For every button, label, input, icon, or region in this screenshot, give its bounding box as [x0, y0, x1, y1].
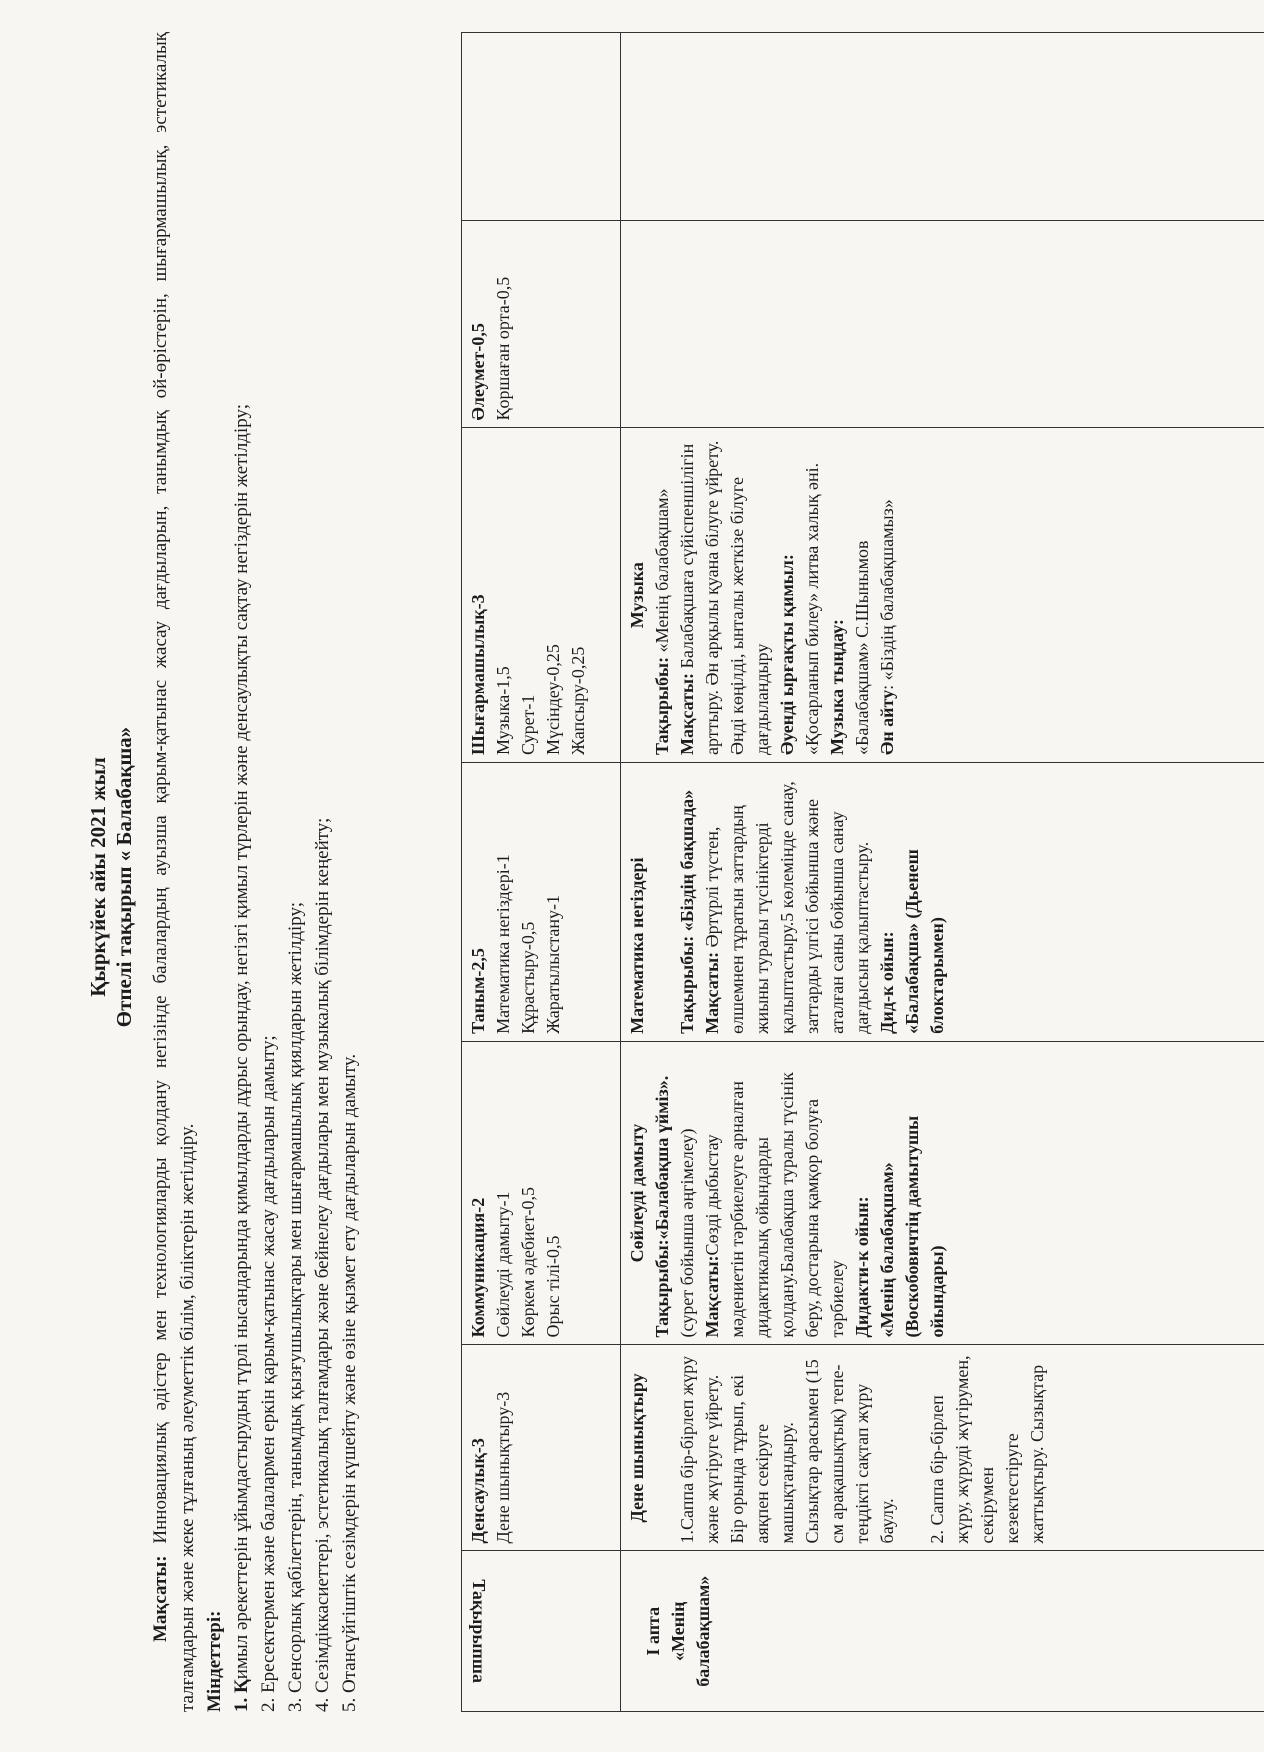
intro-section — [147, 32, 363, 1722]
table-header-row — [462, 33, 621, 1712]
week-cell: I апта «Менің балабақшам» — [621, 1551, 1264, 1712]
tasks-label: Міндеттері: — [204, 1610, 225, 1712]
aim-text: Инновациялық әдістер мен технологияларды қолдану негізінде балалардың ауызша қарым-қатынас жасау дағдыларын, танымдық ой-өрістерін, шығармашылық, эстетикалық талғамдарын және жеке тұлғаның әлеуметтік білім, біліктерін жетілдіру. — [150, 32, 198, 1712]
math-cell: Математика негіздері Тақырыбы: «Біздің бақшада» Мақсаты: Әртүрлі түстен, өлшемнен тұратын заттардың жиыны туралы түсініктерді қалыптастыру.5 көлемінде санау, заттарды үлгісі бойынша және аталған саны бойынша санау дағдысын қалыптастыру. Дид-к ойын: «Балабақша» (Дьенеш блоктарымен) — [621, 762, 1264, 1041]
document-header — [85, 32, 137, 1722]
task-item: 4. Сезімдіккасиеттері, эстетикалық талғамдары және бейнелеу дағдылары мен музыкалық білімдерін кеңейту; — [312, 817, 333, 1712]
header-theme: Өтпелі тақырып « Балабақша» — [112, 726, 136, 1028]
corner-cell: Тақырыпша — [462, 1551, 621, 1712]
pe-cell: Дене шынықтыру 1.Саппа бір-бірлеп жүру және жүгіруге үйрету. Бір орында тұрып, екі аяқпен секіруге машықтандыру. Сызықтар арасымен (15 см арақашықтық) тепе-теңдікті сақтап жүру баулу. 2. Саппа бір-бірлеп жүру, жүруді жүгірумен, секірумен кезектестіруге жаттықтыру. Сызықтар — [621, 1345, 1264, 1551]
header-month: Қыркүйек айы 2021 жыл — [86, 757, 110, 997]
table-row — [621, 33, 1264, 1712]
task-item: 1. Қимыл әрекеттерін ұйымдастырудың түрлі нысандарында қимылдарды дұрыс орындау, негізгі қимыл түрлерін және денсаулықты сақтау негіздерін жетілдіру; — [231, 403, 252, 1712]
aim-paragraph — [147, 32, 201, 1712]
extra-cell-empty — [621, 33, 1264, 221]
speech-cell: Сөйлеуді дамыту Тақырыбы:«Балабақша үйміз». (сурет бойынша әңгімелеу) Мақсаты:Сөзді дыбыстау мәдениетін тәрбиелеуге арналған дидактикалық ойындарды қолдану.Балабақша туралы түсінік беру, достарына қамқор болуға тәрбиелеу Дидакти-к ойын: «Менің балабақшам» (Воскобовичтің дамытушы ойындары) — [621, 1041, 1264, 1345]
area-communication: Коммуникация-2 Сөйлеуді дамыту-1 Көркем әдебиет-0,5 Орыс тілі-0,5 — [462, 1041, 621, 1345]
task-item: 3. Сенсорлық қабілеттерін, танымдық қызғушылықтары мен шығармашылық қиялдарын жетілдіру; — [285, 901, 306, 1712]
plan-table — [461, 32, 1264, 1712]
area-cognition: Таным-2,5 Математика негіздері-1 Құрастыру-0,5 Жаратылыстану-1 — [462, 762, 621, 1041]
music-cell: Музыка Тақырыбы: «Менің балабақшам» Мақсаты: Балабақшаға сүйіспеншілігін арттыру. Ән арқылы қуана білуге үйрету. Әнді көңілді, ынталы жеткізе білуге дағдыландыру Әуенді ырғақты қимыл: «Қосарланып билеу» литва халық әні. Музыка тыңдау: «Балабақшам» С.Шынымов Ән айту: «Біздің балабақшамыз» — [621, 428, 1264, 763]
social-cell-empty — [621, 220, 1264, 428]
area-empty — [462, 33, 621, 221]
area-social: Әлеумет-0,5 Қоршаған орта-0,5 — [462, 220, 621, 428]
aim-label: Мақсаты: — [150, 1555, 171, 1642]
area-creativity: Шығармашылық-3 Музыка-1,5 Сурет-1 Мүсіндеу-0,25 Жапсыру-0,25 — [462, 428, 621, 763]
document-page — [85, 32, 1220, 1722]
area-health: Денсаулық-3 Дене шынықтыру-3 — [462, 1345, 621, 1551]
task-item: 2. Ересектермен және балалармен еркін қарым-қатынас жасау дағдыларын дамыту; — [258, 1035, 279, 1712]
task-item: 5. Отансүйгіштік сезімдерін күшейту және өзіне қызмет ету дағдыларын дамыту. — [339, 1053, 360, 1712]
